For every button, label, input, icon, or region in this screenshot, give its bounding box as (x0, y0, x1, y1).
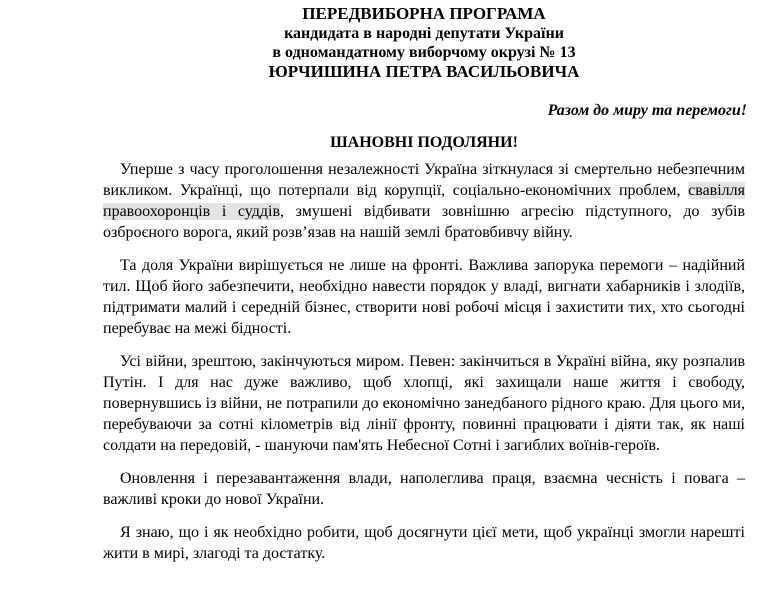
highlighted-text[interactable]: свавілля правоохоронців і суддів (103, 182, 745, 220)
greeting: ШАНОВНІ ПОДОЛЯНИ! (330, 134, 518, 151)
paragraph-2: Та доля України вирішується не лише на фронті. Важлива запорука перемоги – надійний тил. Щоб його забезпечити, необхідно навести порядок у владі, вигнати хабарників і злодіїв, підтримати малий і середній бізнес, створити нові робочі місця і захистити тих, хто сьогодні перебуває на межі бідності. (103, 257, 745, 337)
paragraph-5: Я знаю, що і як необхідно робити, щоб досягнути цієї мети, щоб українці змогли нарешті жити в мирі, злагоді та достатку. (103, 524, 745, 562)
header-candidate-line: кандидата в народні депутати України (284, 25, 564, 42)
document-header (103, 4, 745, 82)
paragraph-3: Усі війни, зрештою, закінчуються миром. Певен: закінчиться в Україні війна, яку розпалив Путін. І для нас дуже важливо, щоб хлопці, які захищали наше життя і свободу, повернувшись із війни, не потрапили до економічно занедбаного рідного краю. Для цього ми, перебуваючи за сотні кілометрів від лінії фронту, повинні працювати і діяти так, як наші солдати на передовій, - шануючи пам'ять Небесної Сотні і загиблих воїнів-героїв. (103, 353, 745, 454)
slogan: Разом до миру та перемоги! (547, 102, 747, 119)
paragraph-1 (103, 159, 745, 243)
header-candidate-name: ЮРЧИШИНА ПЕТРА ВАСИЛЬОВИЧА (268, 62, 580, 81)
header-district-line: в одномандатному виборчому окрузі № 13 (272, 44, 576, 61)
paragraph-1-text-end: , змушені відбивати зовнішню агресію підступного, до зубів озброєного ворога, який розв’язав на нашій землі братовбивчу війну. (103, 203, 745, 241)
paragraph-4: Оновлення і перезавантаження влади, наполеглива праця, взаємна чесність і повага – важливі кроки до нової України. (103, 470, 745, 508)
header-title: ПЕРЕДВИБОРНА ПРОГРАМА (302, 4, 546, 23)
paragraph-1-text-start: Уперше з часу проголошення незалежності Україна зіткнулася зі смертельно небезпечним викликом. Українці, що потерпали від корупції, соціально-економічних проблем, (103, 161, 745, 199)
